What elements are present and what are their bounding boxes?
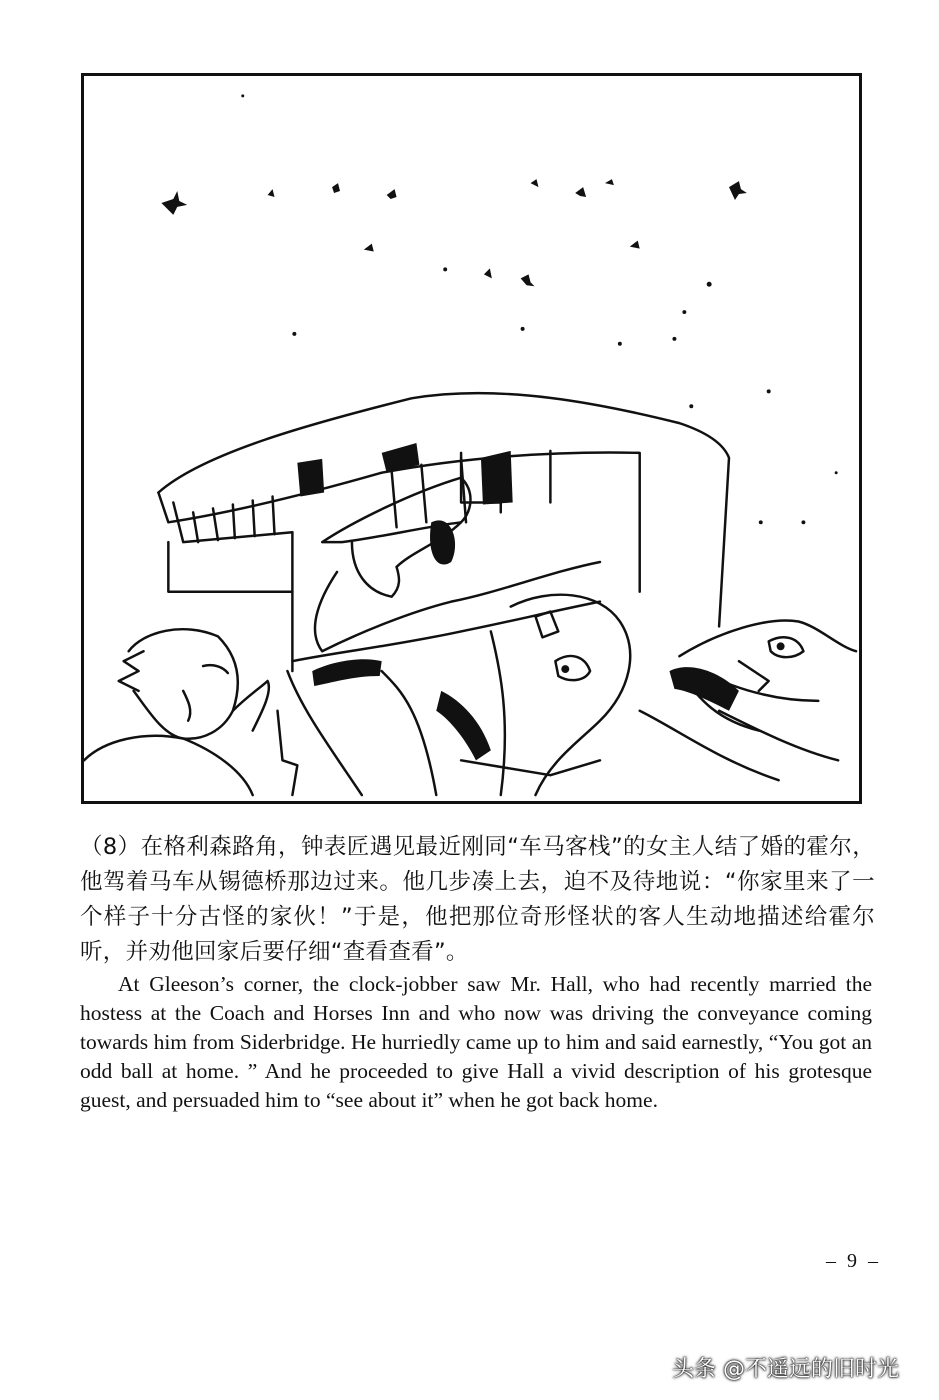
coach-horses-illustration	[84, 76, 859, 801]
bird-mark	[161, 191, 187, 215]
english-caption: At Gleeson’s corner, the clock-jobber saw Mr. Hall, who had recently married the hostess at the Coach and Horses Inn and who now was driving the conveyance coming towards him from Siderbridge. He hurriedly came up to him and said earnestly, “You got an odd ball at home. ” And he proceeded to give Hall a vivid description of his grotesque guest, and persuaded him to “see about it” when he got back home.	[80, 972, 872, 1112]
page-number: – 9 –	[826, 1250, 881, 1272]
illustration-frame	[81, 73, 862, 804]
watermark: 头条 @不遥远的旧时光	[672, 1357, 899, 1382]
chinese-caption: （8）在格利森路角，钟表匠遇见最近刚同“车马客栈”的女主人结了婚的霍尔，他驾着马车从锡德桥那边过来。他几步凑上去，迫不及待地说：“你家里来了一个样子十分古怪的家伙！”于是，他把那位奇形怪状的客人生动地描述给霍尔听，并劝他回家后要仔细“查看查看”。	[80, 834, 875, 965]
